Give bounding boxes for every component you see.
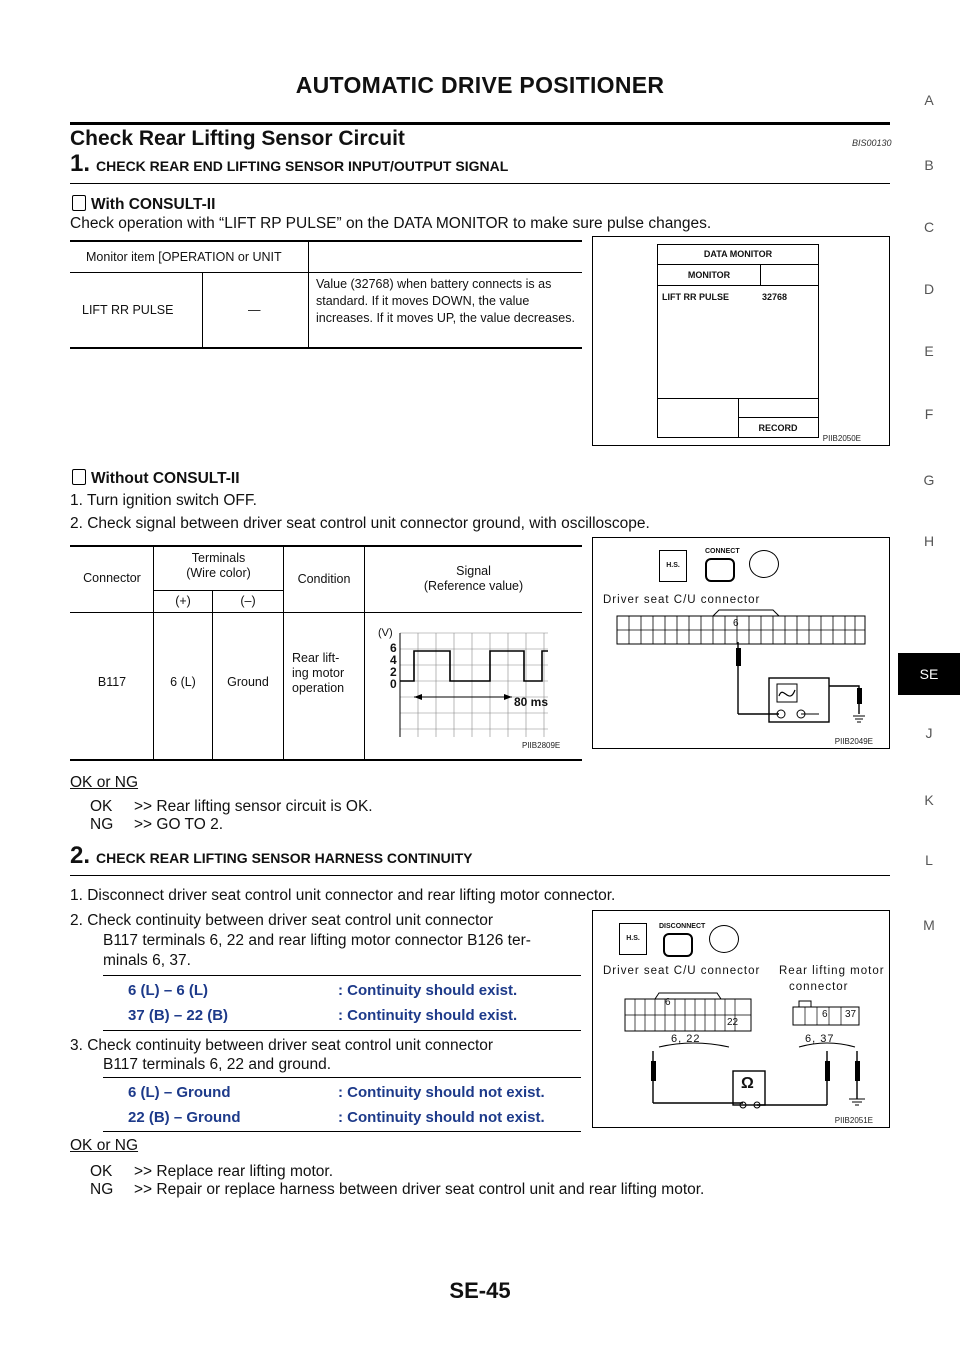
side-index-m[interactable]: M xyxy=(923,917,935,933)
step2-ng-text: >> Repair or replace harness between driver seat control unit and rear lifting motor. xyxy=(134,1181,705,1198)
step2-ok-text: >> Replace rear lifting motor. xyxy=(134,1163,334,1180)
signal-h-minus: (–) xyxy=(240,594,256,608)
wave-tick-0: 0 xyxy=(390,677,397,691)
monitor-table-header: Monitor item [OPERATION or UNIT xyxy=(86,250,282,264)
left-connector-label: Driver seat C/U connector xyxy=(603,965,761,977)
left-probe-label: 6, 22 xyxy=(671,1033,701,1045)
data-monitor-value: 32768 xyxy=(762,292,788,302)
step2-item-2b: B117 terminals 6, 22 and rear lifting motor connector B126 ter- xyxy=(103,932,531,949)
side-index-f[interactable]: F xyxy=(924,406,934,422)
wave-period: 80 ms xyxy=(514,695,549,709)
page-title: AUTOMATIC DRIVE POSITIONER xyxy=(295,72,665,98)
step1-title: CHECK REAR END LIFTING SENSOR INPUT/OUTPUT SIGNAL xyxy=(96,158,509,174)
cont2-b: : Continuity should exist. xyxy=(338,1007,518,1024)
connector-figure-1-code: PIIB2049E xyxy=(834,737,873,746)
side-index-g[interactable]: G xyxy=(923,472,935,488)
data-monitor-figure xyxy=(592,236,890,446)
right-pin-37: 37 xyxy=(845,1009,857,1020)
step1-instruction: Check operation with “LIFT RP PULSE” on the DATA MONITOR to make sure pulse changes. xyxy=(70,215,712,232)
side-index-j[interactable]: J xyxy=(925,725,933,741)
pin-6-label: 6 xyxy=(733,618,739,629)
step2-item-2c: minals 6, 37. xyxy=(103,952,191,969)
monitor-table-value: Value (32768) when battery connects is as standard. If it moves DOWN, the value increases. If it moves UP, the value decreases. xyxy=(316,277,575,325)
wave-tick-6: 6 xyxy=(390,641,397,655)
data-monitor-item: LIFT RR PULSE xyxy=(662,292,729,302)
section-title: Check Rear Lifting Sensor Circuit xyxy=(70,127,405,150)
cont1-b: : Continuity should exist. xyxy=(338,982,518,999)
cont1-a: 6 (L) – 6 (L) xyxy=(128,982,209,999)
cont3-b: : Continuity should not exist. xyxy=(338,1084,545,1101)
step1-ok-ng: OK or NG xyxy=(70,774,139,791)
without-consult-line xyxy=(72,469,240,488)
step2-number: 2. xyxy=(70,842,91,869)
step1-ng-label: NG xyxy=(90,816,114,833)
step2-heading xyxy=(70,842,472,870)
step2-item-3a: 3. Check continuity between driver seat control unit connector xyxy=(70,1037,494,1054)
signal-plus: 6 (L) xyxy=(170,675,196,689)
step2-item-1: 1. Disconnect driver seat control unit connector and rear lifting motor connector. xyxy=(70,887,616,904)
record-button: RECORD xyxy=(738,417,818,438)
monitor-table xyxy=(70,240,582,349)
cont4-b: : Continuity should not exist. xyxy=(338,1109,545,1126)
data-monitor-col: MONITOR xyxy=(687,270,731,280)
step1-item-2: 2. Check signal between driver seat control unit connector ground, with oscilloscope. xyxy=(70,515,650,532)
right-connector-label-1: Rear lifting motor xyxy=(779,965,885,977)
step2-item-3b: B117 terminals 6, 22 and ground. xyxy=(103,1056,332,1073)
step2-ng-label: NG xyxy=(90,1181,114,1198)
left-pin-6: 6 xyxy=(665,997,671,1008)
step1-number: 1. xyxy=(70,150,91,177)
connector-figure-2-code: PIIB2051E xyxy=(834,1116,873,1125)
signal-h-connector: Connector xyxy=(83,571,141,585)
data-monitor-screen xyxy=(657,244,819,438)
cont4-a: 22 (B) – Ground xyxy=(128,1109,241,1126)
signal-h-plus: (+) xyxy=(175,594,191,608)
step1-item-1: 1. Turn ignition switch OFF. xyxy=(70,492,257,509)
wave-code: PIIB2809E xyxy=(522,741,561,750)
side-index-b[interactable]: B xyxy=(924,157,934,173)
wave-tick-2: 2 xyxy=(390,665,397,679)
without-consult-label: Without CONSULT-II xyxy=(91,470,240,487)
cont-rule-4 xyxy=(103,1131,581,1132)
oscilloscope-waveform xyxy=(370,619,578,755)
connect-label: CONNECT xyxy=(705,548,740,555)
left-pin-22: 22 xyxy=(727,1017,739,1028)
no-consult-icon xyxy=(72,469,86,485)
signal-h-terminals: Terminals (Wire color) xyxy=(186,551,251,580)
section-code: BIS00130 xyxy=(852,138,892,148)
cont-rule-3 xyxy=(103,1077,581,1078)
step1-rule xyxy=(70,183,890,184)
consult-icon xyxy=(72,195,86,211)
side-index-d[interactable]: D xyxy=(923,281,935,297)
side-index-l[interactable]: L xyxy=(925,852,933,868)
side-index-a[interactable]: A xyxy=(924,92,934,108)
with-consult-line xyxy=(72,195,215,214)
hs-icon: H.S. xyxy=(659,550,687,582)
monitor-table-item: LIFT RR PULSE xyxy=(82,303,174,317)
step2-rule xyxy=(70,875,890,876)
page-number: SE-45 xyxy=(449,1278,511,1303)
step2-ok-ng: OK or NG xyxy=(70,1137,139,1154)
right-connector-label-2: connector xyxy=(789,981,849,993)
side-index-se[interactable]: SE xyxy=(898,653,960,695)
signal-h-signal: Signal (Reference value) xyxy=(423,564,524,593)
step2-item-2a: 2. Check continuity between driver seat control unit connector xyxy=(70,912,494,929)
hs-icon-2: H.S. xyxy=(619,923,647,955)
side-index-k[interactable]: K xyxy=(924,792,934,808)
connector-diagram-1 xyxy=(593,538,889,748)
cont-rule-1 xyxy=(103,975,581,976)
with-consult-label: With CONSULT-II xyxy=(91,196,216,213)
step1-heading xyxy=(70,150,508,178)
monitor-table-dash: — xyxy=(248,303,261,317)
cont2-a: 37 (B) – 22 (B) xyxy=(128,1007,229,1024)
step2-title: CHECK REAR LIFTING SENSOR HARNESS CONTINUITY xyxy=(96,850,473,866)
right-probe-label: 6, 37 xyxy=(805,1033,835,1045)
right-pin-6: 6 xyxy=(822,1009,828,1020)
signal-condition: Rear lift- ing motor operation xyxy=(292,651,345,695)
signal-table xyxy=(70,545,582,761)
step1-ok-text: >> Rear lifting sensor circuit is OK. xyxy=(134,798,373,815)
connector-figure-1 xyxy=(592,537,890,749)
disconnect-label: DISCONNECT xyxy=(659,923,706,930)
connector-figure-2 xyxy=(592,910,890,1128)
side-index-c[interactable]: C xyxy=(923,219,935,235)
header-rule xyxy=(70,122,890,125)
ohmmeter-icon: Ω xyxy=(741,1075,754,1092)
step2-ok-label: OK xyxy=(90,1163,113,1180)
step1-ok-label: OK xyxy=(90,798,113,815)
signal-minus: Ground xyxy=(227,675,269,689)
driver-seat-connector-label: Driver seat C/U connector xyxy=(603,594,761,606)
signal-connector: B117 xyxy=(97,675,127,689)
cont-rule-2 xyxy=(103,1030,581,1031)
side-index-e[interactable]: E xyxy=(924,343,934,359)
step1-ng-text: >> GO TO 2. xyxy=(134,816,224,833)
side-index-h[interactable]: H xyxy=(923,533,935,549)
data-monitor-title: DATA MONITOR xyxy=(658,245,818,265)
signal-h-condition: Condition xyxy=(297,572,351,586)
figure-code: PIIB2050E xyxy=(822,434,861,443)
cont3-a: 6 (L) – Ground xyxy=(128,1084,231,1101)
wave-tick-4: 4 xyxy=(390,653,397,667)
wave-unit: (V) xyxy=(378,627,393,639)
